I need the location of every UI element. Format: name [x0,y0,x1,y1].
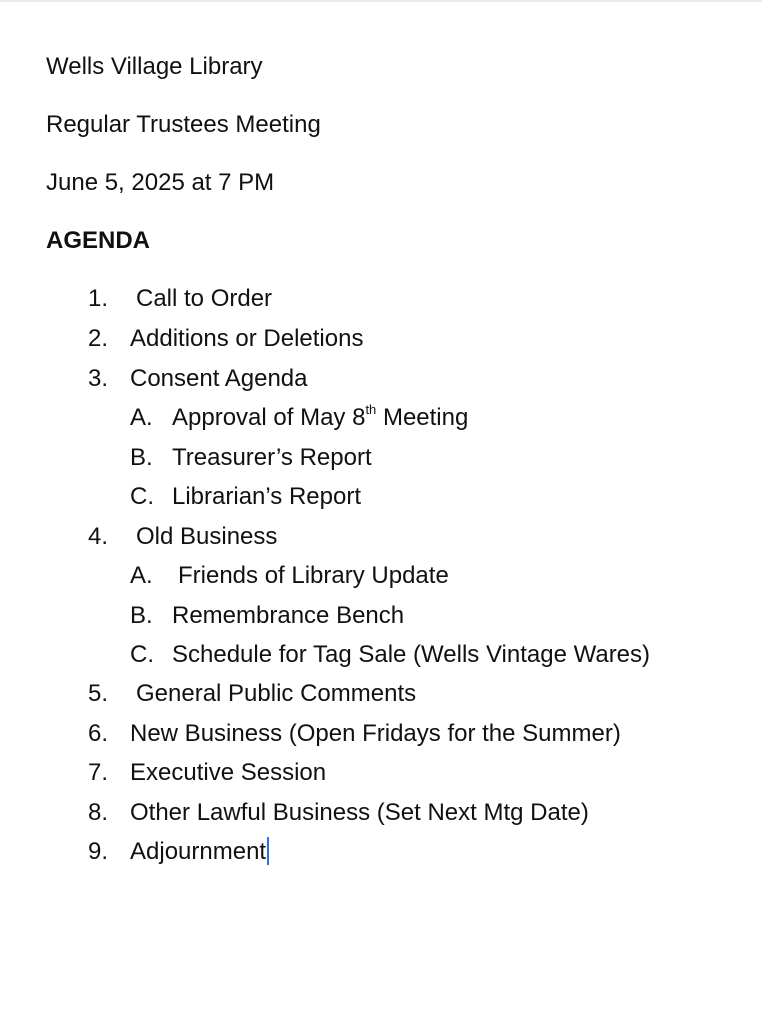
item-label: Call to Order [136,285,273,312]
sub-item-letter: B. [130,444,153,471]
item-number: 2. [88,325,109,352]
ordinal-superscript: th [365,402,377,417]
sub-item-label: Remembrance Bench [172,602,405,629]
item-number: 1. [88,285,109,312]
sub-item-letter: C. [130,483,154,510]
item-label: General Public Comments [136,680,417,707]
item-number: 6. [88,720,109,747]
sub-item-label: Approval of May 8th Meeting [172,402,469,431]
item-number: 8. [88,799,109,826]
item-label-with-cursor[interactable] [130,837,269,867]
item-label: Adjournment [130,838,267,865]
item-label: New Business (Open Fridays for the Summer) [130,720,621,747]
sub-item-label: Treasurer’s Report [172,444,372,471]
sub-item-label: Friends of Library Update [178,562,449,589]
sub-item-letter: B. [130,602,153,629]
item-number: 3. [88,365,109,392]
item-number: 7. [88,759,109,786]
item-label: Consent Agenda [130,365,308,392]
meeting-type: Regular Trustees Meeting [46,111,321,138]
item-label: Old Business [136,523,278,550]
sub-item-label: Librarian’s Report [172,483,361,510]
agenda-heading: AGENDA [46,227,151,254]
sub-item-letter: A. [130,404,153,431]
item-label: Additions or Deletions [130,325,364,352]
item-number: 4. [88,523,109,550]
meeting-date: June 5, 2025 at 7 PM [46,169,275,196]
library-name: Wells Village Library [46,53,263,80]
sub-item-letter: A. [130,562,153,589]
text-cursor [267,837,269,865]
item-number: 5. [88,680,109,707]
item-label: Other Lawful Business (Set Next Mtg Date) [130,799,589,826]
item-label: Executive Session [130,759,327,786]
item-number: 9. [88,838,109,865]
sub-item-letter: C. [130,641,154,668]
sub-item-label: Schedule for Tag Sale (Wells Vintage Wares) [172,641,651,668]
